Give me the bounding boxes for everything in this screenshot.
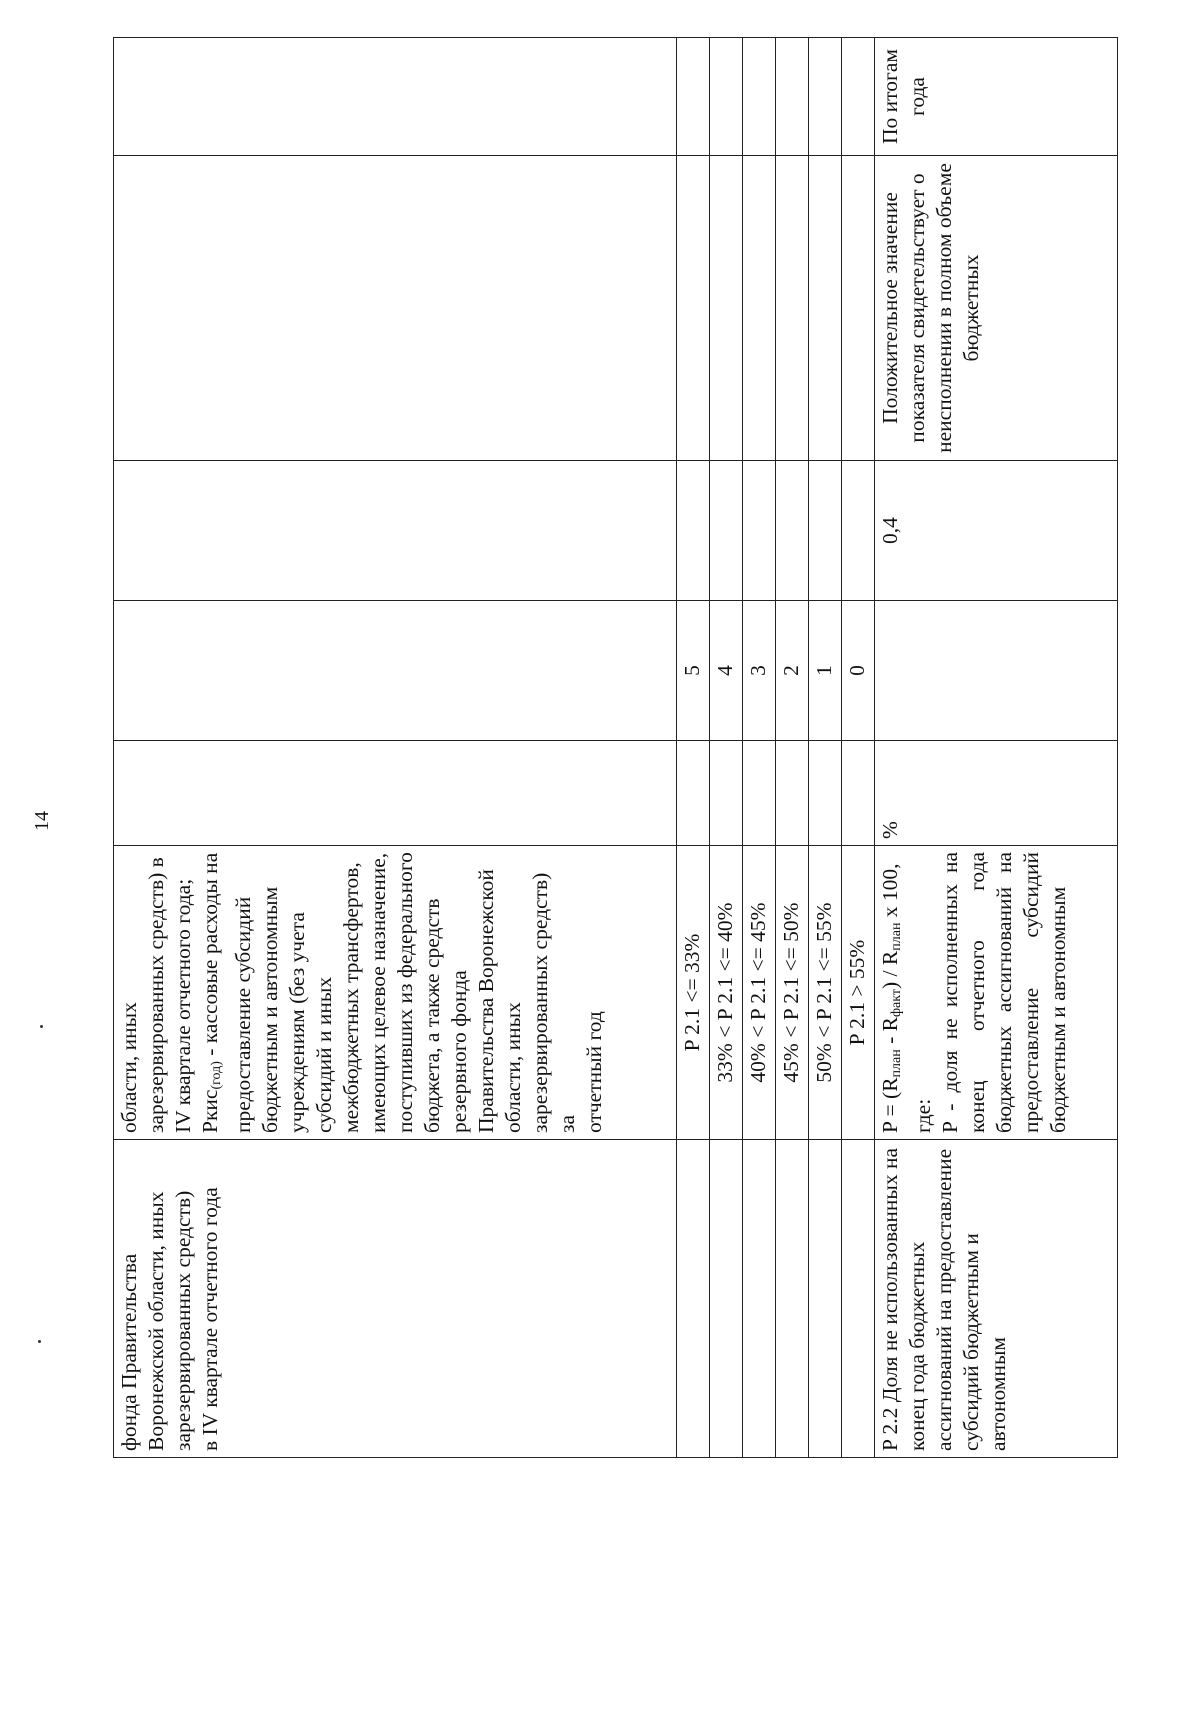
formula-line: межбюджетных трансфертов, [339,862,363,1133]
period-cell [114,38,677,156]
scale-condition: P 2.1 > 55% [842,846,875,1140]
scale-row [776,38,809,1458]
formula-line: бюджета, а также средств [420,898,444,1133]
formula-cell [114,846,677,1140]
scale-score: 3 [743,601,776,741]
formula-line: зарезервированных средств) за [528,872,579,1133]
indicator-table [113,37,1118,1458]
formula-subscript: (год) [209,1061,224,1090]
indicator-name: P 2.2 Доля не использованных на конец года бюджетных ассигнований на предоставление субсидий бюджетным и автономным [878,1147,1010,1451]
rotated-table [113,38,1103,1458]
indicator-name-cell [875,1140,1118,1458]
scale-score: 1 [809,601,842,741]
scale-row [710,38,743,1458]
scale-condition: 45% < P 2.1 <= 50% [776,846,809,1140]
indicator-name: фонда Правительства Воронежской области, иных зарезервированных средств) в IV квартале отчетного года [117,1187,222,1451]
scale-row [842,38,875,1458]
formula-line: поступивших из федерального [393,852,417,1133]
formula-symbol: Ркис [198,1089,222,1133]
indicator-name-cell [114,1140,677,1458]
scale-score: 2 [776,601,809,741]
formula-description: где: P - доля не исполненных на конец отчетного года бюджетных ассигнований на предоставление субсидий бюджетным и автономным [911,852,1070,1133]
formula-line: отчетный год [582,1011,606,1133]
table-row [114,38,677,1458]
formula-text: - кассовые расходы на [198,852,222,1062]
scale-condition: P 2.1 <= 33% [677,846,710,1140]
formula-line: IV квартале отчетного года; [171,878,195,1133]
formula-line: области, иных [117,1002,141,1133]
formula-line: области, иных [501,1002,525,1133]
formula-line: субсидий и иных [312,976,336,1133]
scale-score: 4 [710,601,743,741]
formula-line: бюджетным и автономным [258,886,282,1133]
weight-cell [114,461,677,601]
scan-speck [40,1025,43,1028]
formula-line: имеющих целевое назначение, [366,852,390,1133]
formula-line: резервного фонда [447,970,471,1133]
scale-condition: 50% < P 2.1 <= 55% [809,846,842,1140]
formula-line: зарезервированных средств) в [144,857,168,1133]
score-cell [875,601,1118,741]
scale-row [743,38,776,1458]
formula-line [197,852,230,1133]
page-number: 14 [31,811,53,831]
scale-row [809,38,842,1458]
scale-condition: 33% < P 2.1 <= 40% [710,846,743,1140]
period-cell: По итогам года [875,38,1118,156]
table-row [875,38,1118,1458]
scan-speck [38,1340,41,1343]
interpretation-cell: Положительное значение показателя свидетельствует о неисполнении в полном объеме бюджетных [875,156,1118,461]
formula-line: учреждениям (без учета [285,912,309,1133]
scale-score: 5 [677,601,710,741]
scale-score: 0 [842,601,875,741]
unit-cell [114,741,677,846]
weight-cell: 0,4 [875,461,1118,601]
unit-cell: % [875,741,1118,846]
formula-line: Правительства Воронежской [474,869,498,1133]
scale-row [677,38,710,1458]
scale-condition: 40% < P 2.1 <= 45% [743,846,776,1140]
formula-line: $P = (R_{план} - R_{факт}) / R_{план}$ x 100, [878,863,904,1133]
formula-cell [875,846,1118,1140]
interpretation-cell [114,156,677,461]
score-cell [114,601,677,741]
formula-line: предоставление субсидий [231,896,255,1133]
